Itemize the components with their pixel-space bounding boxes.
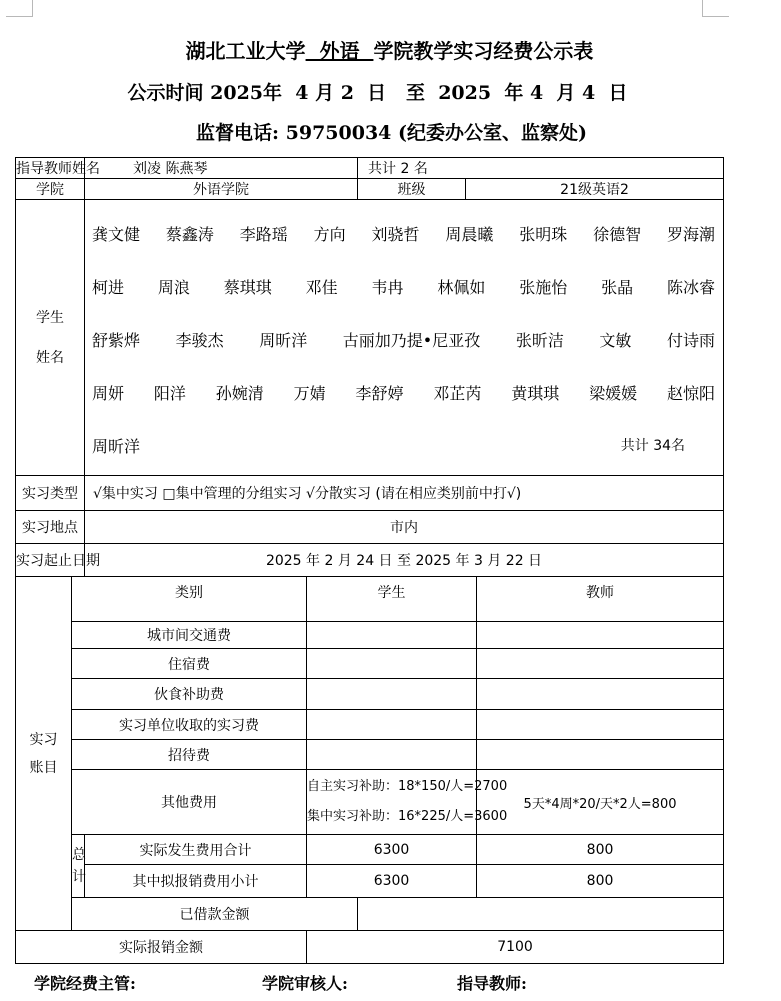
footer-dean: 学院经费主管: [34, 974, 136, 993]
student-name: 梁媛媛 [589, 384, 638, 403]
student-name: 柯进 [92, 278, 125, 297]
account-row [16, 710, 724, 740]
location-label: 实习地点 [16, 511, 85, 544]
college-label: 学院 [16, 179, 85, 200]
student-name: 周昕洋 [92, 437, 141, 456]
students-total: 共计 34名 [620, 438, 686, 454]
col-category: 类别 [72, 577, 307, 622]
col-teacher: 教师 [477, 577, 724, 622]
other-fees-teacher: 5天*4周*20/天*2人=800 [477, 770, 724, 835]
student-name: 张施怡 [519, 278, 568, 297]
college-value: 外语学院 [85, 179, 358, 200]
account-row [16, 740, 724, 770]
actual-total-row [16, 835, 724, 865]
internship-type-value: √集中实习 □集中管理的分组实习 √分散实习 (请在相应类别前中打√) [85, 476, 724, 511]
student-name: 邓芷芮 [433, 384, 482, 403]
dates-row [16, 544, 724, 577]
reimburse-subtotal-student: 6300 [307, 865, 477, 898]
student-name-row [92, 261, 723, 314]
col-student: 学生 [307, 577, 477, 622]
actual-reimburse-row [16, 931, 724, 964]
student-name: 阳洋 [153, 384, 186, 403]
accounts-header-row [16, 577, 724, 622]
location-row [16, 511, 724, 544]
reimburse-subtotal-teacher: 800 [477, 865, 724, 898]
borrowed-row [16, 898, 724, 931]
teacher-total: 共计 2 名 [358, 158, 724, 179]
actual-total-label: 实际发生费用合计 [85, 835, 307, 865]
item-label: 实习单位收取的实习费 [72, 710, 307, 740]
item-label: 伙食补助费 [72, 679, 307, 710]
account-row [16, 622, 724, 649]
student-name: 韦冉 [371, 278, 404, 297]
student-name-row [92, 208, 723, 261]
student-name: 舒紫烨 [92, 331, 141, 350]
actual-reimburse-value: 7100 [307, 931, 724, 964]
internship-type-row [16, 476, 724, 511]
item-label: 住宿费 [72, 649, 307, 679]
student-name: 陈冰睿 [667, 278, 716, 297]
student-name: 黄琪琪 [511, 384, 560, 403]
student-name: 方向 [313, 225, 346, 244]
publish-period: 公示时间 2025年 4 月 2 日 至 2025 年 4 月 4 日 [127, 82, 628, 104]
item-student [307, 740, 477, 770]
student-name: 张昕洁 [515, 331, 564, 350]
item-teacher [477, 679, 724, 710]
student-name: 张晶 [601, 278, 634, 297]
student-name-row [92, 420, 723, 473]
student-name: 李骏杰 [175, 331, 224, 350]
student-name: 李舒婷 [355, 384, 404, 403]
reimburse-subtotal-row [16, 865, 724, 898]
college-row [16, 179, 724, 200]
student-name: 刘骁哲 [371, 225, 420, 244]
other-fees-student: 自主实习补助：18*150/人=2700 集中实习补助：16*225/人=3600 [307, 770, 477, 835]
item-student [307, 649, 477, 679]
students-row [16, 200, 724, 476]
student-name: 邓佳 [305, 278, 338, 297]
location-value: 市内 [85, 511, 724, 544]
student-name: 周昕洋 [259, 331, 308, 350]
borrowed-value [358, 898, 724, 931]
page-corner-mark-right [702, 0, 729, 17]
expense-table [15, 157, 724, 964]
item-teacher [477, 622, 724, 649]
student-name: 林佩如 [437, 278, 486, 297]
item-label: 城市间交通费 [72, 622, 307, 649]
actual-total-student: 6300 [307, 835, 477, 865]
student-name: 徐德智 [593, 225, 642, 244]
student-name: 周晨曦 [445, 225, 494, 244]
item-student [307, 679, 477, 710]
item-student [307, 622, 477, 649]
item-label: 招待费 [72, 740, 307, 770]
total-label: 总 计 [72, 835, 85, 898]
students-label: 学生 姓名 [16, 200, 85, 476]
item-student [307, 710, 477, 740]
footer-reviewer: 学院审核人: [262, 974, 348, 993]
student-names [85, 200, 724, 476]
other-fees-label: 其他费用 [72, 770, 307, 835]
student-name: 罗海潮 [667, 225, 716, 244]
item-teacher [477, 740, 724, 770]
borrowed-label: 已借款金额 [72, 898, 358, 931]
class-value: 21级英语2 [466, 179, 724, 200]
footer-advisor: 指导教师: [457, 974, 527, 993]
teacher-row [16, 158, 724, 179]
other-fees-row [16, 770, 724, 835]
actual-total-teacher: 800 [477, 835, 724, 865]
student-name: 文敏 [599, 331, 632, 350]
teacher-names: 刘凌 陈燕琴 [85, 158, 358, 179]
student-name: 周浪 [157, 278, 190, 297]
reimburse-subtotal-label: 其中拟报销费用小计 [85, 865, 307, 898]
internship-type-label: 实习类型 [16, 476, 85, 511]
student-name-row [92, 314, 723, 367]
document-title: 湖北工业大学 外语 学院教学实习经费公示表 [185, 39, 594, 63]
student-name: 蔡琪琪 [223, 278, 272, 297]
student-name: 古丽加乃提•尼亚孜 [342, 331, 481, 350]
account-row [16, 649, 724, 679]
page-corner-mark-left [6, 0, 33, 17]
item-teacher [477, 649, 724, 679]
student-name: 张明珠 [519, 225, 568, 244]
item-teacher [477, 710, 724, 740]
student-name-row [92, 367, 723, 420]
student-name: 付诗雨 [667, 331, 716, 350]
class-label: 班级 [358, 179, 466, 200]
student-name-list [92, 208, 723, 473]
student-name: 万婧 [293, 384, 326, 403]
dates-value: 2025 年 2 月 24 日 至 2025 年 3 月 22 日 [85, 544, 724, 577]
account-row [16, 679, 724, 710]
student-name: 龚文健 [92, 225, 141, 244]
student-name: 周妍 [92, 384, 125, 403]
dates-label: 实习起止日期 [16, 544, 85, 577]
student-name: 赵惊阳 [667, 384, 716, 403]
student-name: 蔡鑫涛 [165, 225, 214, 244]
teacher-label: 指导教师姓名 [16, 158, 85, 179]
supervision-phone: 监督电话: 59750034 (纪委办公室、监察处) [196, 122, 587, 144]
accounts-section-label: 实习 账目 [16, 577, 72, 931]
actual-reimburse-label: 实际报销金额 [16, 931, 307, 964]
student-name: 李路瑶 [239, 225, 288, 244]
student-name: 孙婉清 [215, 384, 264, 403]
